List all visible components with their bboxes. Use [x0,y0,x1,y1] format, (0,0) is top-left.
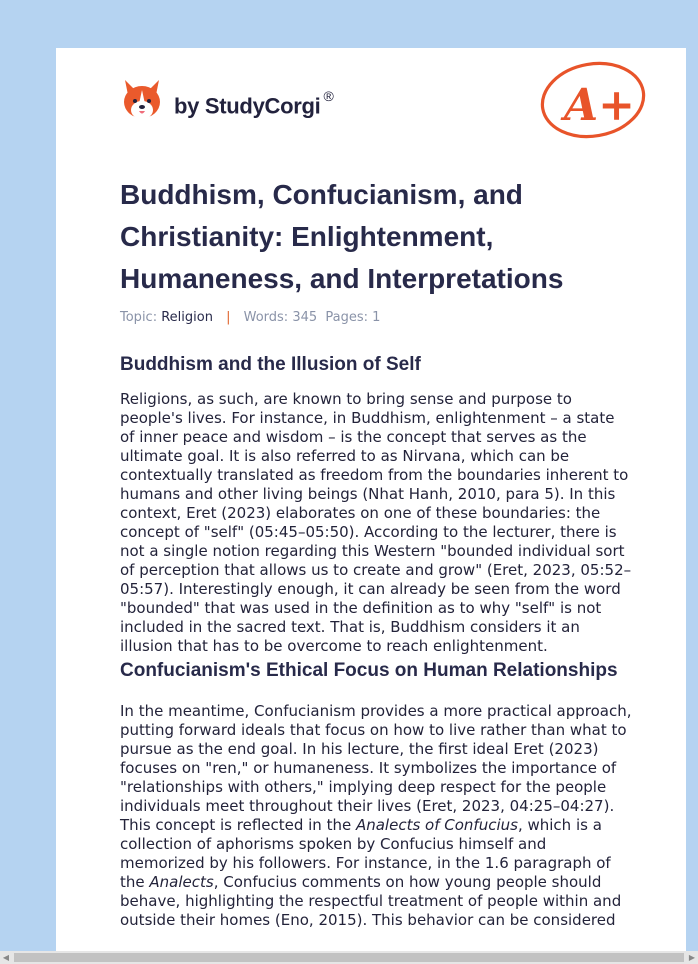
paragraph-buddhism: Religions, as such, are known to bring sense and purpose to people's lives. For instance, in Buddhism, enlightenment – a state of inner peace and wisdom – is the concept that serves as the ultimate goal. It is also referred to as Nirvana, which can be contextually translated as freedom from the boundaries inherent to humans and other living beings (Nhat Hanh, 2010, para 5). In this context, Eret (2023) elaborates on one of these boundaries: the concept of "self" (05:45–05:50). According to the lecturer, there is not a single notion regarding this Western "bounded individual sort of perception that allows us to create and grow" (Eret, 2023, 05:52–05:57). Interestingly enough, it can already be seen from the word "bounded" that was used in the definition as to why "self" is not included in the sacred text. That is, Buddhism considers it an illusion that has to be overcome to reach enlightenment. [120,390,632,655]
paragraph-text: , Confucius comments on how young people should behave, highlighting the respectful treatment of people within and outside their homes (Eno, 2015). This behavior can be considered [120,873,622,929]
a-plus-stamp-icon [538,60,650,142]
section-heading-confucianism: Confucianism's Ethical Focus on Human Relationships [120,660,618,681]
topic-link[interactable]: Religion [161,310,213,325]
brand-text: by StudyCorgi [174,93,321,119]
grade-text: A+ [564,80,636,131]
brand-name[interactable] [174,88,334,119]
paragraph-text: In the meantime, Confucianism provides a more practical approach, putting forward ideals that focus on how to live rather than what to pursue as the end goal. In his lecture, the first ideal Eret (2023) focuses on "ren," or humaneness. It symbolizes the importance of "relationships with others," implying deep respect for the people individuals meet throughout their lives (Eret, 2023, 04:25–04:27). This concept is reflected in the [120,702,632,834]
grade-badge [538,60,650,146]
document-page [56,48,686,951]
meta-separator: | [226,310,231,325]
scrollbar-thumb[interactable] [14,953,684,962]
studycorgi-logo[interactable] [122,78,162,120]
horizontal-scrollbar[interactable] [0,951,698,964]
paragraph-confucianism [120,702,632,930]
article-body [120,350,632,930]
scroll-right-arrow-icon[interactable]: ▶ [688,953,696,962]
paragraph-text: , which is a collection of aphorisms spoken by Confucius himself and memorized by his followers. For instance, in the 1.6 paragraph of the [120,816,611,891]
page-title: Buddhism, Confucianism, and Christianity: Enlightenment, Humaneness, and Interpretations [120,179,564,294]
corgi-logo-icon [122,78,162,120]
page-count: Pages: 1 [325,310,381,325]
italic-title: Analects [149,873,214,891]
topic-label: Topic: [120,310,158,325]
scroll-left-arrow-icon[interactable]: ◀ [2,953,10,962]
section-heading-buddhism: Buddhism and the Illusion of Self [120,354,421,375]
registered-mark: ® [323,88,334,104]
italic-title: Analects of Confucius [355,816,518,834]
article-meta [120,310,380,325]
word-count: Words: 345 [243,310,318,325]
